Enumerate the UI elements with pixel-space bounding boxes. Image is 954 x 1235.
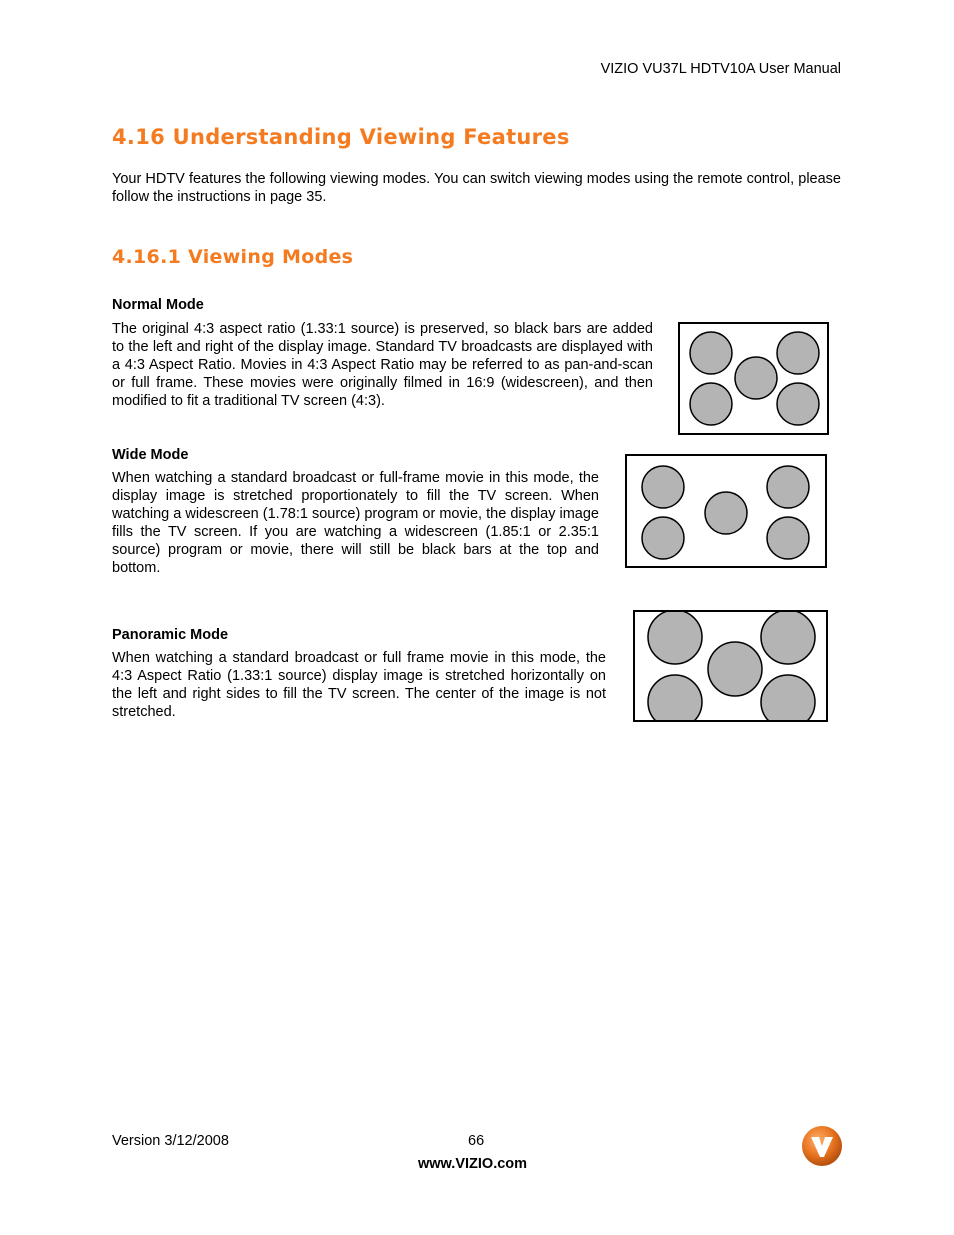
section-intro: Your HDTV features the following viewing modes. You can switch viewing modes using the remote control, please follow the instructions in page 35. xyxy=(112,171,841,205)
wide-mode-title: Wide Mode xyxy=(112,447,189,463)
panoramic-mode-description: When watching a standard broadcast or full frame movie in this mode, the 4:3 Aspect Ratio (1.33:1 source) display image is stretched horizontally on the left and right sides to fill the TV screen. The center of the image is not stretched. xyxy=(112,650,606,720)
wide-mode-description: When watching a standard broadcast or full-frame movie in this mode, the display image is stretched proportionately to fill the TV screen. When watching a widescreen (1.78:1 source) program or movie, the display image fills the TV screen. If you are watching a widescreen (1.85:1 or 2.35:1 source) program or movie, there will still be black bars at the top and bottom. xyxy=(112,470,599,576)
subsection-heading: 4.16.1 Viewing Modes xyxy=(112,246,354,268)
page-number: 66 xyxy=(468,1133,485,1149)
panoramic-mode-illustration xyxy=(620,599,840,733)
normal-mode-illustration xyxy=(668,318,836,443)
normal-mode-description: The original 4:3 aspect ratio (1.33:1 source) is preserved, so black bars are added to the left and right of the display image. Standard TV broadcasts are displayed with a 4:3 Aspect Ratio. Movies in 4:3 Aspect Ratio may be referred to as pan-and-scan or full frame. These movies were originally filmed in 16:9 (widescreen), and then modified to fit a traditional TV screen (4:3). xyxy=(112,321,653,409)
section-heading: 4.16 Understanding Viewing Features xyxy=(112,125,570,149)
normal-mode-title: Normal Mode xyxy=(112,297,204,313)
manual-title: VIZIO VU37L HDTV10A User Manual xyxy=(600,61,841,77)
vizio-logo-icon xyxy=(800,1124,844,1168)
wide-mode-illustration xyxy=(616,447,838,577)
panoramic-mode-title: Panoramic Mode xyxy=(112,627,229,643)
footer-website: www.VIZIO.com xyxy=(418,1156,528,1172)
footer-version: Version 3/12/2008 xyxy=(112,1133,229,1149)
